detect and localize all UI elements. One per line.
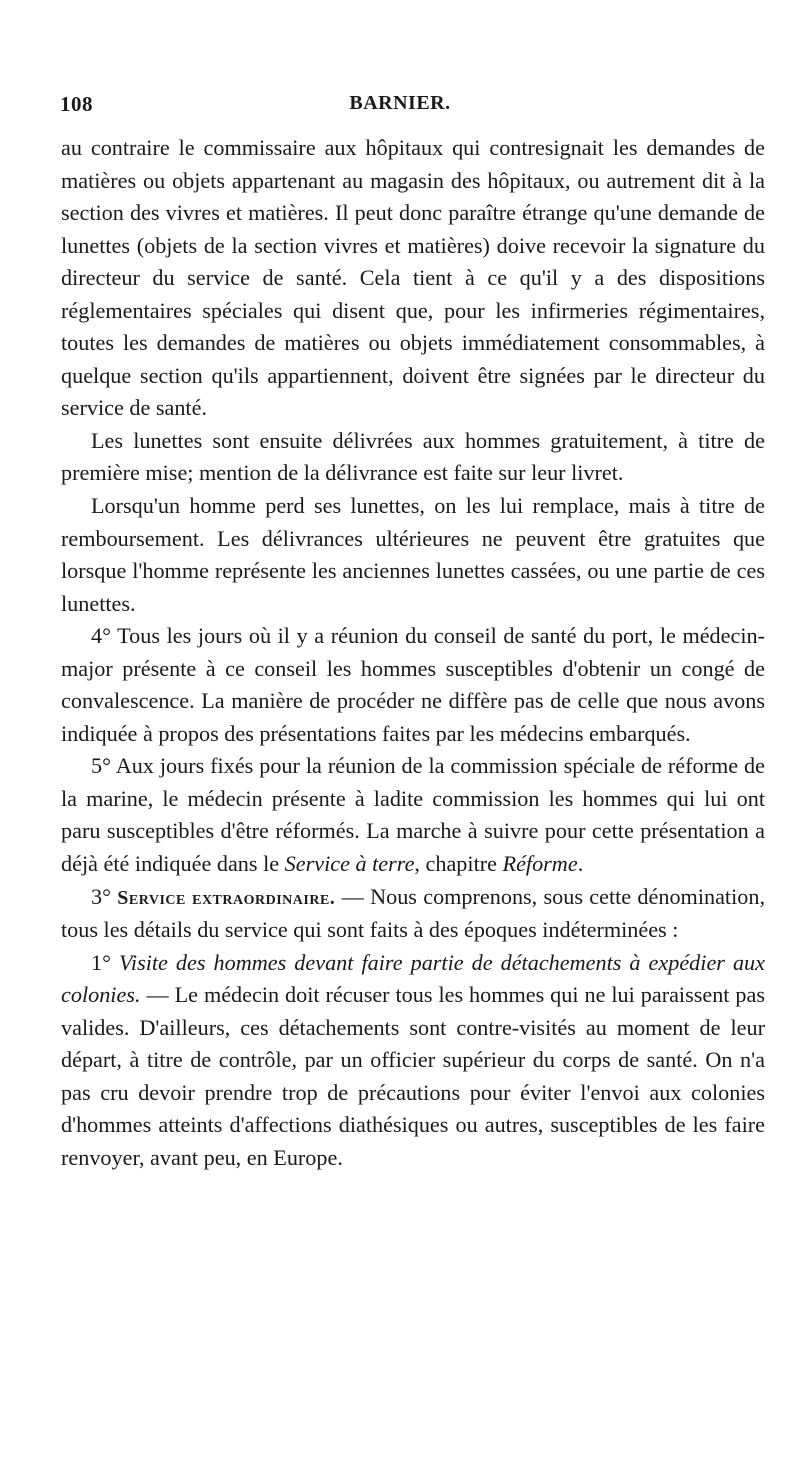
section-number: 3°	[91, 883, 118, 909]
paragraph-continuation: au contraire le commissaire aux hôpitaux qui contresignait les demandes de matières ou objets appartenant au magasin des hôpitaux, ou autrement dit à la section des vivres et matières. Il peut donc paraître étrange qu'une demande de lunettes (objets de la section vivres et matières) doive recevoir la signature du directeur du service de santé. Cela tient à ce qu'il y a des dispositions réglementaires spéciales qui disent que, pour les infirmeries régimentaires, toutes les demandes de matières ou objets immédiatement consommables, à quelque section qu'ils appartiennent, doivent être signées par le directeur du service de santé.	[61, 135, 765, 421]
paragraph-commission-reforme	[61, 750, 765, 880]
section-heading: Service extraordinaire.	[117, 886, 336, 909]
text-run: — Nous comprenons, sous cette dénomination, tous les détails du service qui sont faits à des époques indéterminées :	[61, 883, 765, 943]
body-text	[61, 132, 765, 1175]
italic-reference: Réforme	[502, 851, 578, 877]
text-run: .	[577, 851, 584, 877]
page-header	[60, 92, 740, 118]
running-title: BARNIER.	[349, 92, 451, 114]
page-number: 108	[60, 92, 93, 116]
text-run: 5° Aux jours fixés pour la réunion de la commission spéciale de réforme de la marine, le médecin présente à ladite commission les hommes qui lui ont paru susceptibles d'être réformés. La marche à suivre pour cette présentation a déjà été indiquée dans le	[61, 753, 765, 877]
italic-subheading: Visite des hommes devant faire partie de détachements à expédier aux colonies.	[61, 949, 765, 1008]
paragraph-lunettes-perte: Lorsqu'un homme perd ses lunettes, on les lui remplace, mais à titre de remboursement. Les délivrances ultérieures ne peuvent être gratuites que lorsque l'homme représente les anciennes lunettes cassées, ou une partie de ces lunettes.	[61, 493, 765, 616]
italic-reference: Service à terre	[284, 851, 415, 877]
text-run: — Le médecin doit récuser tous les hommes qui ne lui paraissent pas valides. D'ailleurs, ces détachements sont contre-visités au moment de leur départ, à titre de contrôle, par un officier supérieur du corps de santé. On n'a pas cru devoir prendre trop de précautions pour éviter l'envoi aux colonies d'hommes atteints d'affections diathésiques ou autres, susceptibles de les faire renvoyer, avant peu, en Europe.	[61, 982, 765, 1170]
item-number: 1°	[91, 949, 120, 975]
paragraph-conseil-de-sante: 4° Tous les jours où il y a réunion du conseil de santé du port, le médecin-major présente à ce conseil les hommes susceptibles d'obtenir un congé de convalescence. La manière de procéder ne diffère pas de celle que nous avons indiquée à propos des présentations faites par les médecins embarqués.	[61, 623, 765, 746]
text-run: , chapitre	[414, 851, 503, 877]
paragraph-lunettes-delivrance: Les lunettes sont ensuite délivrées aux hommes gratuitement, à titre de première mise; mention de la délivrance est faite sur leur livret.	[61, 427, 765, 486]
paragraph-visite-detachements	[61, 947, 765, 1175]
paragraph-service-extraordinaire	[61, 881, 765, 947]
